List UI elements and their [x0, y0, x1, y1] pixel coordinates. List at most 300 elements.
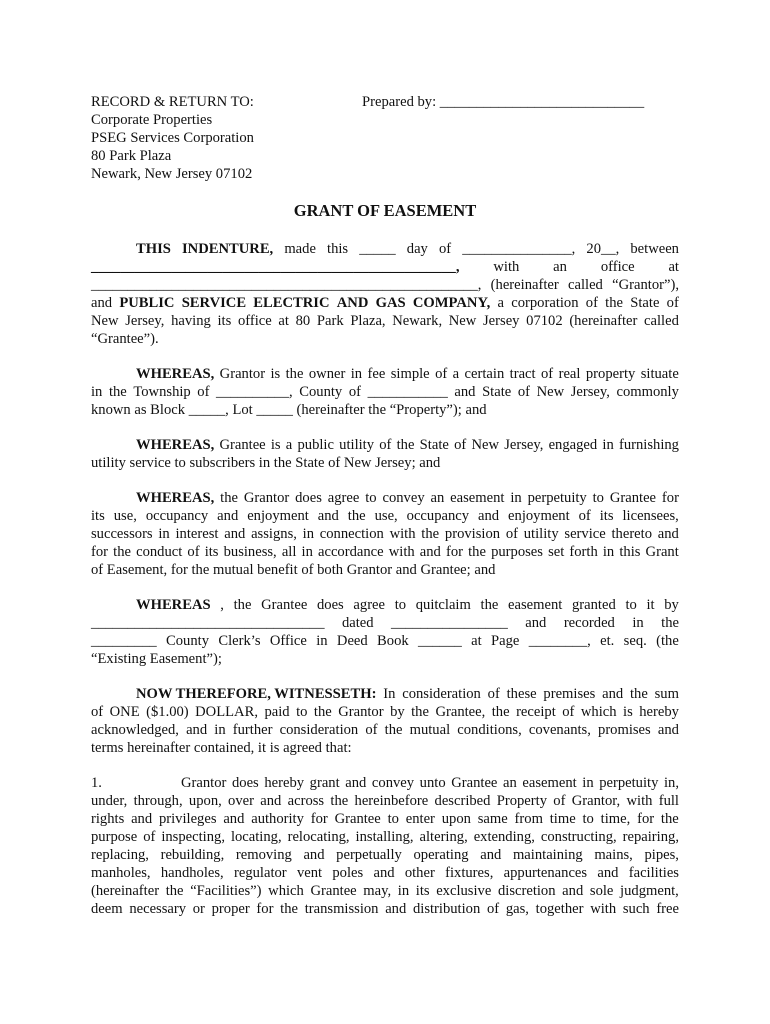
- text-line: [91, 365, 679, 383]
- word: agree: [327, 490, 360, 506]
- word: paid: [264, 704, 290, 720]
- word: WHEREAS,: [136, 366, 215, 382]
- word: proper: [211, 901, 250, 917]
- return-line: RECORD & RETURN TO:: [91, 94, 254, 110]
- word: these: [506, 686, 537, 702]
- word: the: [491, 704, 510, 720]
- word: regulator: [233, 865, 287, 881]
- word: enjoyment: [247, 508, 309, 524]
- word: across: [287, 793, 325, 809]
- word: relocating,: [287, 829, 350, 845]
- word: Plaza,: [350, 313, 386, 329]
- text-line: [91, 828, 679, 846]
- paragraph: [91, 240, 679, 348]
- text-line: [91, 276, 679, 294]
- word: in: [397, 883, 410, 899]
- word: tract: [509, 366, 536, 382]
- word: in: [91, 384, 103, 400]
- word: promises: [598, 722, 651, 738]
- word: this: [619, 544, 641, 560]
- word: of: [541, 366, 554, 382]
- word: __________,: [216, 384, 293, 400]
- word: perpetually: [336, 847, 402, 863]
- word: premises: [543, 686, 596, 702]
- word: conditions,: [457, 722, 522, 738]
- paragraph: [91, 596, 679, 668]
- word: with: [388, 544, 415, 560]
- text-line: [91, 401, 679, 419]
- word: utility: [523, 526, 559, 542]
- word: owner: [308, 366, 346, 382]
- word: for: [445, 544, 463, 560]
- word: replacing,: [91, 847, 149, 863]
- word: Grantee: [219, 437, 266, 453]
- word: covenants,: [528, 722, 591, 738]
- word: the: [629, 686, 648, 702]
- document-body: [91, 240, 679, 935]
- word: rebuilding,: [160, 847, 225, 863]
- word: licensees,: [622, 508, 679, 524]
- word: granted: [572, 597, 616, 613]
- word: WHEREAS,: [136, 437, 215, 453]
- word: situate: [640, 366, 679, 382]
- word: Jersey,: [504, 437, 544, 453]
- word: and: [345, 775, 367, 791]
- word: removing: [235, 847, 292, 863]
- word: the: [661, 615, 679, 631]
- word: of: [553, 793, 566, 809]
- word: at: [668, 259, 679, 275]
- word: enter: [405, 811, 435, 827]
- paragraph: [91, 489, 679, 579]
- word: the: [347, 508, 366, 524]
- word: utility: [339, 437, 375, 453]
- word: this: [327, 241, 349, 257]
- word: WHEREAS: [136, 597, 211, 613]
- word: ________________: [391, 615, 508, 631]
- word: its: [204, 544, 219, 560]
- word: use,: [374, 508, 398, 524]
- word: which: [580, 704, 617, 720]
- word: of: [187, 544, 200, 560]
- word: occupancy: [406, 508, 470, 524]
- word: Page: [491, 633, 520, 649]
- word: Park: [316, 313, 344, 329]
- word: forth: [569, 544, 598, 560]
- word: of: [348, 384, 361, 400]
- word: purposes: [491, 544, 543, 560]
- word: provision: [444, 526, 501, 542]
- word: a: [452, 366, 460, 382]
- word: of: [517, 384, 530, 400]
- word: between: [630, 241, 679, 257]
- word: ________,: [528, 633, 591, 649]
- word: of: [585, 295, 598, 311]
- word: ELECTRIC: [253, 295, 330, 311]
- text-line: [91, 650, 679, 668]
- word: and: [131, 811, 153, 827]
- text-line: [91, 489, 679, 507]
- word: in: [158, 526, 170, 542]
- word: service: [564, 526, 606, 542]
- word: and: [317, 508, 339, 524]
- word: engaged: [548, 437, 598, 453]
- word: _____: [359, 241, 396, 257]
- word: of: [197, 384, 210, 400]
- word: and: [186, 722, 208, 738]
- word: in: [302, 526, 315, 542]
- word: conduct: [136, 544, 183, 560]
- word: COMPANY,: [412, 295, 491, 311]
- word: judgment,: [620, 883, 679, 899]
- word: to: [394, 597, 407, 613]
- word: (hereinafter: [91, 883, 160, 899]
- word: convey: [371, 775, 415, 791]
- word: of: [454, 437, 467, 453]
- word: in: [632, 615, 644, 631]
- word: hereby: [264, 775, 305, 791]
- word: manholes,: [91, 865, 151, 881]
- text-line: [91, 614, 679, 632]
- word: Clerk’s: [218, 633, 261, 649]
- word: gas,: [505, 901, 529, 917]
- word: Book: [377, 633, 409, 649]
- word: appurtenances: [503, 865, 588, 881]
- text-line: [91, 383, 679, 401]
- word: at: [278, 313, 289, 329]
- word: enjoyment: [508, 508, 570, 524]
- word: THIS: [136, 241, 171, 257]
- word: its: [599, 508, 614, 524]
- word: facilities: [628, 865, 679, 881]
- word: does: [231, 775, 259, 791]
- word: simple: [390, 366, 430, 382]
- word: dated: [341, 615, 374, 631]
- word: in: [582, 775, 594, 791]
- word: of: [365, 722, 378, 738]
- word: INDENTURE,: [181, 241, 274, 257]
- word: upon,: [188, 793, 222, 809]
- word: operating: [413, 847, 469, 863]
- word: utility service to subscribers in the State of New Jersey; and: [91, 455, 441, 471]
- text-line: [91, 739, 679, 757]
- word: with: [626, 793, 653, 809]
- word: time,: [600, 811, 631, 827]
- word: handholes,: [160, 865, 224, 881]
- word: such: [622, 901, 650, 917]
- text-line: [91, 525, 679, 543]
- text-line: [91, 810, 679, 828]
- word: the: [280, 901, 298, 917]
- word: “Existing Easement”);: [91, 651, 222, 667]
- word: same: [477, 811, 508, 827]
- word: of: [379, 437, 392, 453]
- word: corporation: [511, 295, 579, 311]
- word: the: [233, 597, 252, 613]
- word: is: [270, 366, 281, 382]
- text-line: [91, 774, 679, 792]
- word: consideration: [402, 686, 481, 702]
- word: for: [91, 544, 109, 560]
- word: Grantee: [609, 490, 657, 506]
- word: is: [270, 437, 281, 453]
- prepared-by-field: Prepared by: ____________________________: [362, 94, 645, 110]
- word: and: [91, 295, 113, 311]
- word: of: [438, 241, 452, 257]
- word: to: [387, 811, 399, 827]
- word: Grantee: [310, 883, 357, 899]
- word: to: [582, 811, 594, 827]
- word: and: [224, 526, 246, 542]
- word: hereby: [639, 704, 679, 720]
- text-line: [91, 632, 679, 650]
- word: by: [664, 597, 679, 613]
- word: for: [310, 811, 328, 827]
- word: the: [330, 793, 349, 809]
- word: perpetuity: [599, 775, 659, 791]
- word: PUBLIC: [119, 295, 175, 311]
- word: of: [666, 295, 679, 311]
- word: with: [590, 901, 617, 917]
- word: Grantee,: [435, 704, 486, 720]
- word: grant: [309, 775, 340, 791]
- word: other: [404, 865, 435, 881]
- word: the: [165, 883, 184, 899]
- word: and: [480, 847, 502, 863]
- text-line: [91, 330, 679, 348]
- word: _______________,: [462, 241, 576, 257]
- word: NOW THEREFORE, WITNESSETH:: [136, 686, 377, 702]
- word: Jersey,: [125, 313, 165, 329]
- word: repairing,: [622, 829, 679, 845]
- record-return-block: [91, 93, 254, 183]
- word: and: [657, 526, 679, 542]
- word: installing,: [355, 829, 414, 845]
- word: deem: [91, 901, 123, 917]
- text-line: [91, 900, 679, 918]
- word: property: [585, 366, 636, 382]
- word: pipes,: [644, 847, 679, 863]
- word: ONE: [109, 704, 140, 720]
- word: successors: [91, 526, 153, 542]
- word: New: [91, 313, 119, 329]
- word: its: [91, 508, 105, 524]
- word: which: [268, 883, 304, 899]
- word: to: [625, 597, 637, 613]
- word: in,: [663, 775, 679, 791]
- text-line: [91, 543, 679, 561]
- word: having: [171, 313, 211, 329]
- word: it: [646, 597, 655, 613]
- word: and: [303, 847, 325, 863]
- word: and: [562, 883, 584, 899]
- word: 07102: [526, 313, 563, 329]
- word: Office: [269, 633, 307, 649]
- word: and: [260, 793, 282, 809]
- word: and: [597, 865, 619, 881]
- word: to: [592, 490, 604, 506]
- word: consideration: [279, 722, 359, 738]
- word: ($1.00): [146, 704, 189, 720]
- word: ________________________________: [91, 615, 325, 631]
- word: connection: [319, 526, 384, 542]
- word: in: [301, 544, 313, 560]
- word: known as Block _____, Lot _____ (hereinafter the “Property”); and: [91, 402, 487, 418]
- word: constructing,: [540, 829, 617, 845]
- word: made: [284, 241, 316, 257]
- word: a: [285, 437, 293, 453]
- word: an: [553, 259, 567, 275]
- word: the: [384, 722, 403, 738]
- word: for: [661, 490, 679, 506]
- word: real: [558, 366, 581, 382]
- word: vent: [296, 865, 323, 881]
- word: for: [256, 901, 274, 917]
- word: _________: [91, 633, 157, 649]
- word: Jersey: [483, 313, 520, 329]
- word: to: [365, 490, 377, 506]
- word: Property: [496, 793, 547, 809]
- word: easement: [522, 775, 577, 791]
- word: of: [435, 366, 448, 382]
- word: office: [600, 259, 635, 275]
- word: the: [660, 811, 679, 827]
- word: commonly: [616, 384, 679, 400]
- text-line: [91, 703, 679, 721]
- word: with: [389, 526, 416, 542]
- word: in: [316, 633, 328, 649]
- word: receipt: [516, 704, 556, 720]
- word: of: [505, 526, 518, 542]
- word: GAS: [375, 295, 406, 311]
- word: of: [486, 901, 500, 917]
- word: the: [421, 526, 440, 542]
- text-line: [91, 561, 679, 579]
- word: the: [113, 544, 131, 560]
- word: occupancy: [145, 508, 209, 524]
- word: in: [350, 366, 363, 382]
- text-line: [91, 258, 679, 276]
- word: and: [373, 865, 395, 881]
- word: its: [415, 883, 430, 899]
- word: through,: [133, 793, 183, 809]
- word: maintaining: [512, 847, 583, 863]
- text-line: [91, 240, 679, 258]
- word: in: [214, 722, 226, 738]
- word: SERVICE: [181, 295, 247, 311]
- text-line: [91, 436, 679, 454]
- word: business,: [223, 544, 277, 560]
- word: the: [220, 490, 238, 506]
- word: and: [478, 508, 500, 524]
- word: discretion: [497, 883, 556, 899]
- word: is: [623, 704, 633, 720]
- word: a: [497, 295, 505, 311]
- word: rights: [91, 811, 125, 827]
- text-line: [91, 507, 679, 525]
- word: Grantor,: [571, 793, 621, 809]
- word: quitclaim: [415, 597, 471, 613]
- word: an: [503, 775, 517, 791]
- word: may,: [363, 883, 392, 899]
- word: in: [602, 544, 615, 560]
- word: or: [192, 901, 205, 917]
- word: WHEREAS,: [136, 490, 215, 506]
- word: does: [316, 597, 344, 613]
- word: called: [568, 277, 603, 293]
- word: County: [166, 633, 209, 649]
- word: upon: [441, 811, 471, 827]
- text-line: [91, 685, 679, 703]
- word: recorded: [563, 615, 615, 631]
- word: 80: [295, 313, 311, 329]
- word: State: [482, 384, 512, 400]
- word: Newark,: [392, 313, 443, 329]
- word: transmission: [304, 901, 379, 917]
- word: purpose: [91, 829, 138, 845]
- text-line: [91, 882, 679, 900]
- word: In: [383, 686, 396, 702]
- word: called: [644, 313, 679, 329]
- word: the: [396, 437, 415, 453]
- word: together: [535, 901, 584, 917]
- word: of: [143, 829, 156, 845]
- word: day: [406, 241, 428, 257]
- word: from: [514, 811, 543, 827]
- word: Grantor: [219, 366, 266, 382]
- word: locating,: [230, 829, 282, 845]
- word: at: [471, 633, 482, 649]
- word: and: [419, 544, 441, 560]
- word: Grantee: [261, 597, 308, 613]
- word: hereinbefore: [354, 793, 429, 809]
- word: and: [657, 722, 679, 738]
- word: agree: [353, 597, 386, 613]
- word: and: [385, 901, 407, 917]
- word: easement: [450, 490, 505, 506]
- word: and: [454, 384, 476, 400]
- word: Jersey,: [570, 384, 610, 400]
- return-line: 80 Park Plaza: [91, 148, 172, 164]
- document-title: GRANT OF EASEMENT: [293, 201, 477, 220]
- word: Deed: [336, 633, 368, 649]
- word: AND: [336, 295, 369, 311]
- word: assigns,: [251, 526, 297, 542]
- word: authority: [251, 811, 304, 827]
- numbered-clause: [91, 774, 679, 918]
- word: free: [656, 901, 679, 917]
- word: mutual: [409, 722, 451, 738]
- word: Township: [133, 384, 191, 400]
- word: of Easement, for the mutual benefit of both Grantor and Grantee; and: [91, 562, 496, 578]
- paragraph: [91, 436, 679, 472]
- word: sole: [589, 883, 614, 899]
- word: necessary: [129, 901, 187, 917]
- word: “Grantee”).: [91, 331, 159, 347]
- text-line: [91, 596, 679, 614]
- word: time: [549, 811, 576, 827]
- word: distribution: [412, 901, 481, 917]
- word: “Facilities”): [190, 883, 262, 899]
- word: ______: [418, 633, 462, 649]
- word: Grantor: [181, 775, 227, 791]
- word: over: [228, 793, 254, 809]
- word: set: [548, 544, 565, 560]
- word: and: [223, 811, 245, 827]
- word: (hereinafter: [569, 313, 638, 329]
- word: 20__,: [586, 241, 620, 257]
- word: State: [630, 295, 660, 311]
